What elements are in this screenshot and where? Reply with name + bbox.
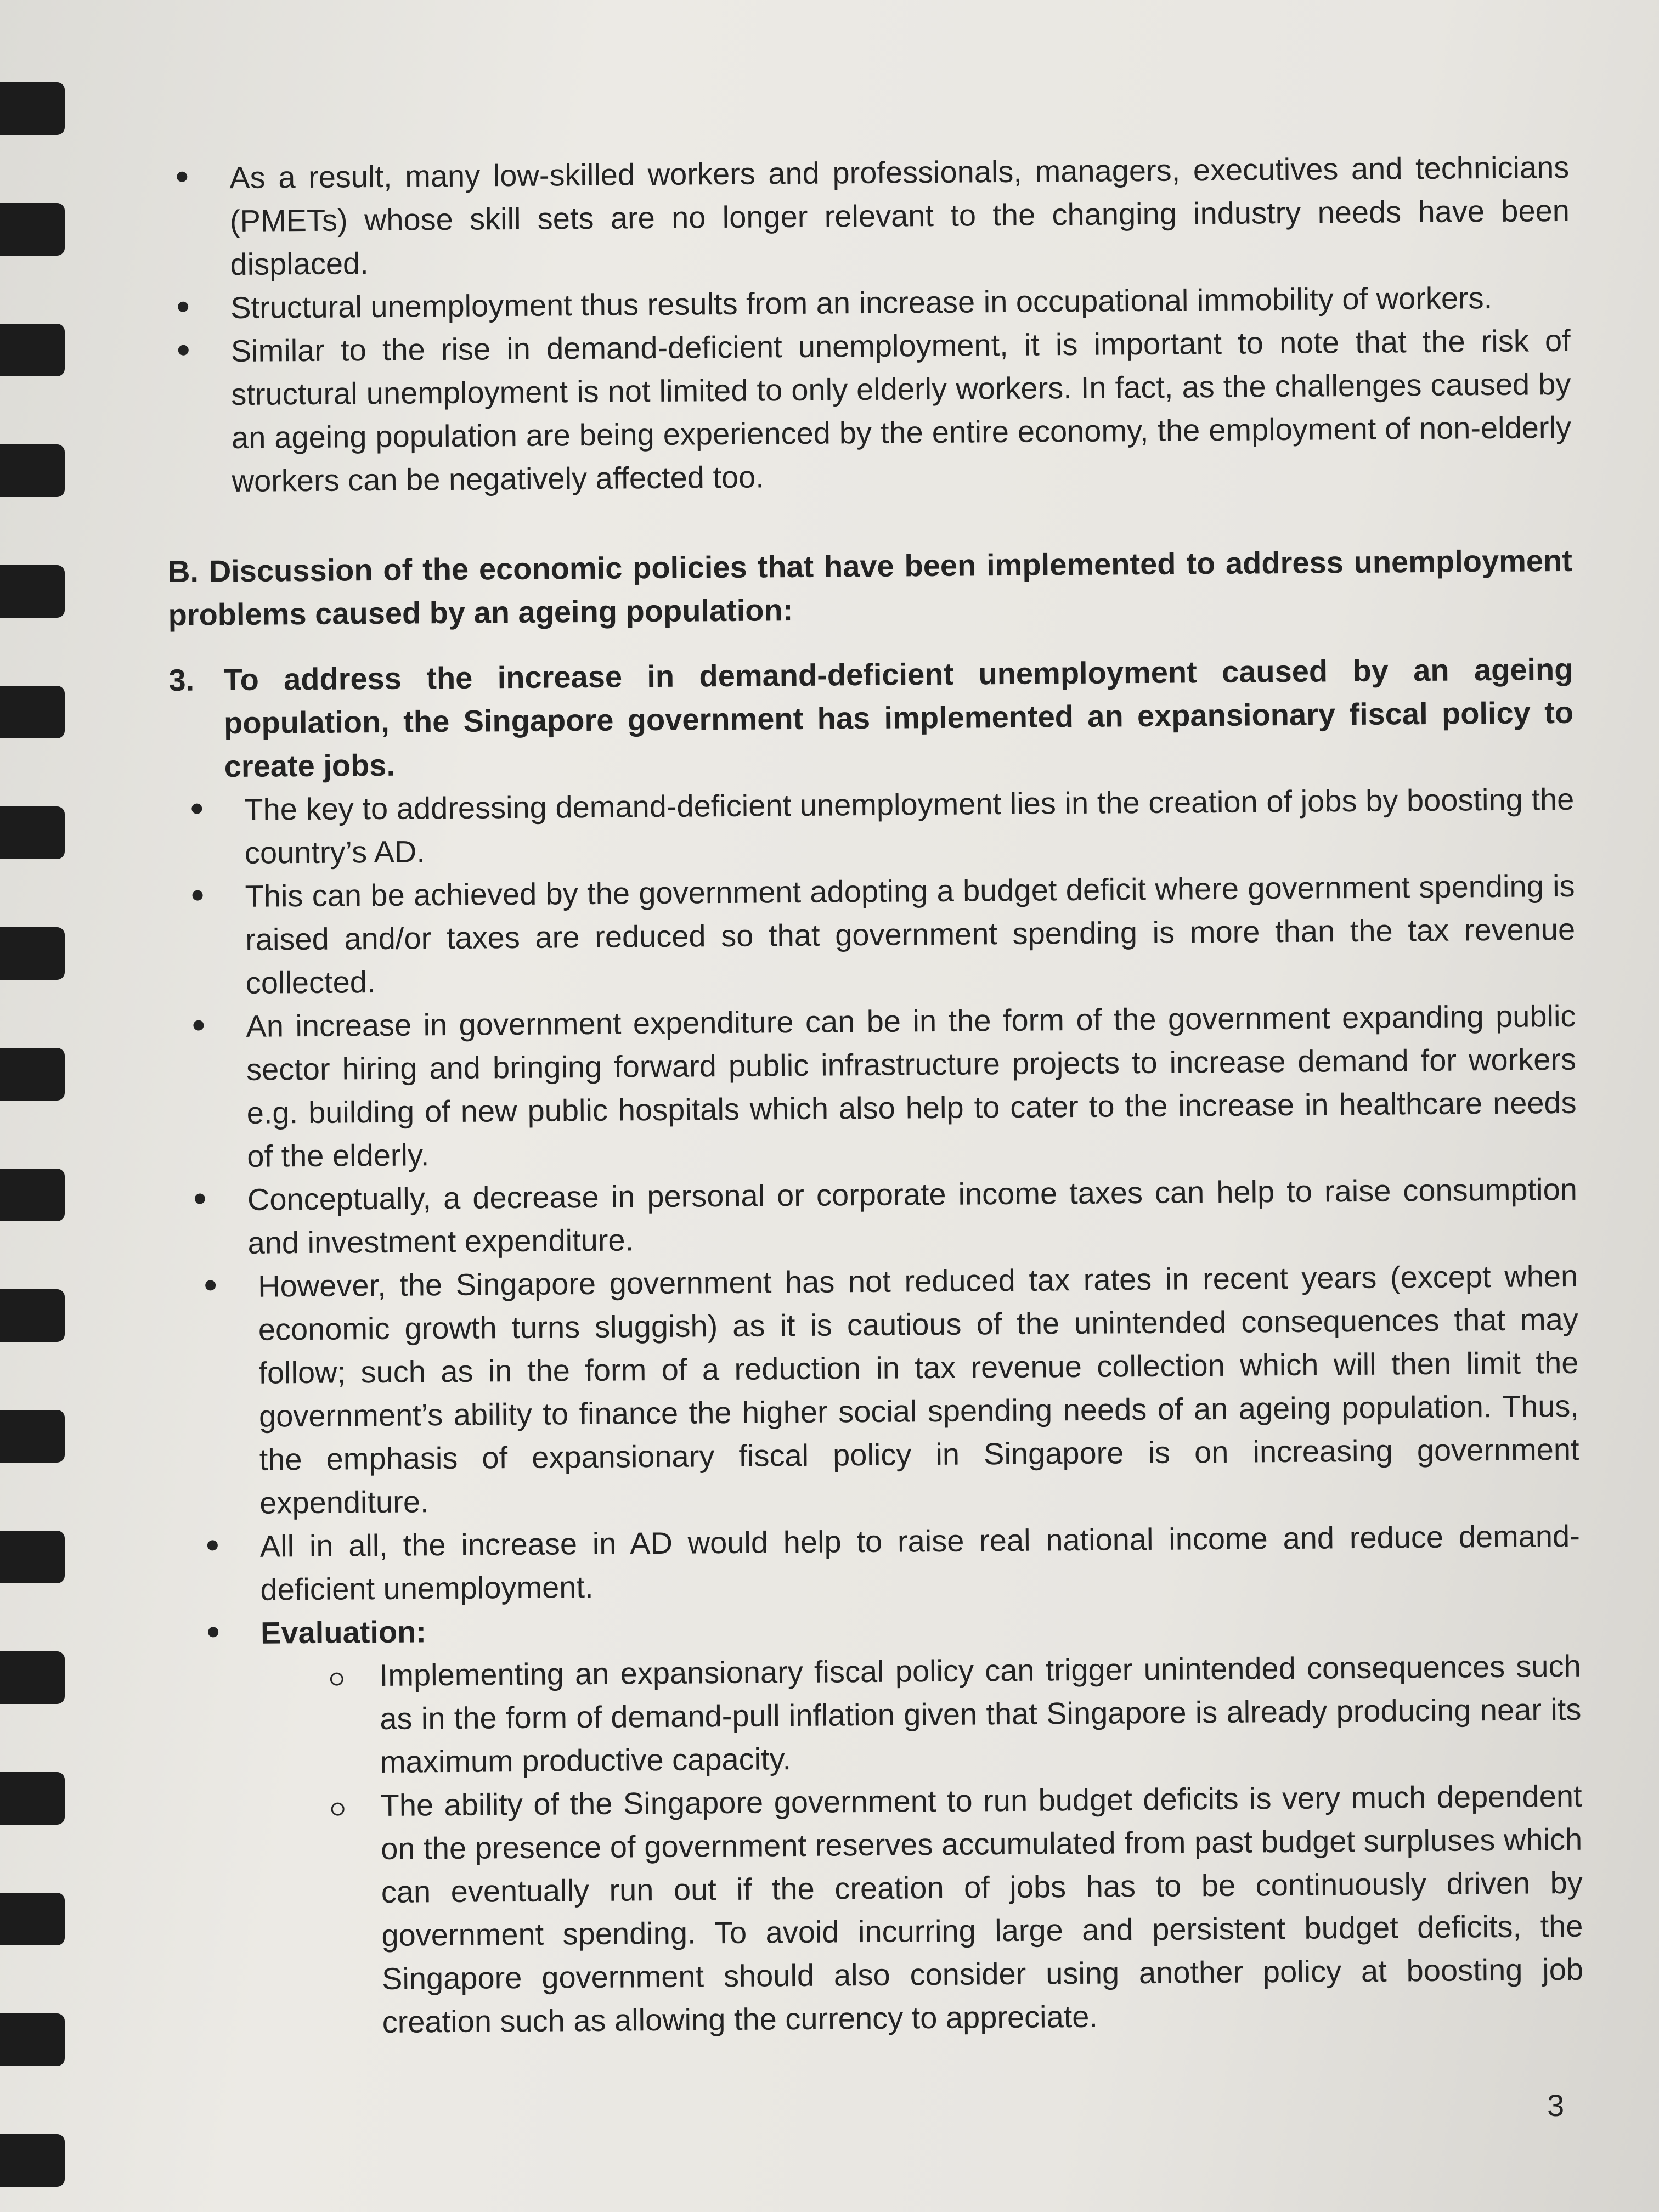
- list-item: This can be achieved by the government adopting a budget deficit where government spending is raised and/or taxes are reduced so that government spending is more than the tax revenue collected.: [180, 864, 1576, 1005]
- list-item: All in all, the increase in AD would help to raise real national income and reduce demand-deficient unemployment.: [195, 1514, 1581, 1612]
- list-item: The key to addressing demand-deficient unemployment lies in the creation of jobs by boosting the country’s AD.: [179, 777, 1575, 875]
- page-number: 3: [1547, 2088, 1565, 2123]
- point-number: 3.: [168, 662, 195, 697]
- binding-holes: [0, 0, 77, 2212]
- numbered-point: [168, 647, 1574, 788]
- list-item: An increase in government expenditure can be in the form of the government expanding public sector hiring and bringing forward public infrastructure projects to increase demand for workers e.g. building of new public hospitals which also help to cater to the increase in healthcare needs of the elderly.: [181, 994, 1577, 1178]
- list-item: Conceptually, a decrease in personal or corporate income taxes can help to raise consumption and investment expenditure.: [183, 1167, 1578, 1265]
- list-item: Similar to the rise in demand-deficient unemployment, it is important to note that the risk of structural unemployment is not limited to only elderly workers. In fact, as the challenges caused by an ageing population are being experienced by the entire economy, the employment of non-elderly workers can be negatively affected too.: [166, 319, 1571, 503]
- section-heading: B. Discussion of the economic policies that have been implemented to address unemployment problems caused by an ageing population:: [167, 543, 1573, 632]
- list-item: As a result, many low-skilled workers and professionals, managers, executives and technicians (PMETs) whose skill sets are no longer relevant to the changing industry needs have been displaced.: [165, 145, 1570, 286]
- sub-list-item: The ability of the Singapore government to run budget deficits is very much dependent on the presence of government reserves accumulated from past budget surpluses which can eventually run out if the creation of jobs has to be continuously driven by government spending. To avoid incurring large and persistent budget deficits, the Singapore government should also consider using another policy at boosting job creation such as allowing the currency to appreciate.: [177, 1774, 1584, 2045]
- sub-list-item: Implementing an expansionary fiscal policy can trigger unintended consequences such as in the form of demand-pull inflation given that Singapore is already producing near its maximum productive capacity.: [176, 1644, 1582, 1785]
- point-text: To address the increase in demand-deficient unemployment caused by an ageing population, the Singapore government has implemented an expansionary fiscal policy to create jobs.: [223, 651, 1574, 784]
- page-content: [165, 145, 1584, 2045]
- list-item: Structural unemployment thus results from an increase in occupational immobility of workers.: [166, 275, 1571, 330]
- evaluation-heading: Evaluation:: [196, 1601, 1581, 1655]
- list-item: However, the Singapore government has not reduced tax rates in recent years (except when economic growth turns sluggish) as it is cautious of the unintended consequences that may follow; such as in the form of a reduction in tax revenue collection which will then limit the government’s ability to finance the higher social spending needs of an ageing population. Thus, the emphasis of expansionary fiscal policy in Singapore is on increasing government expenditure.: [193, 1254, 1580, 1525]
